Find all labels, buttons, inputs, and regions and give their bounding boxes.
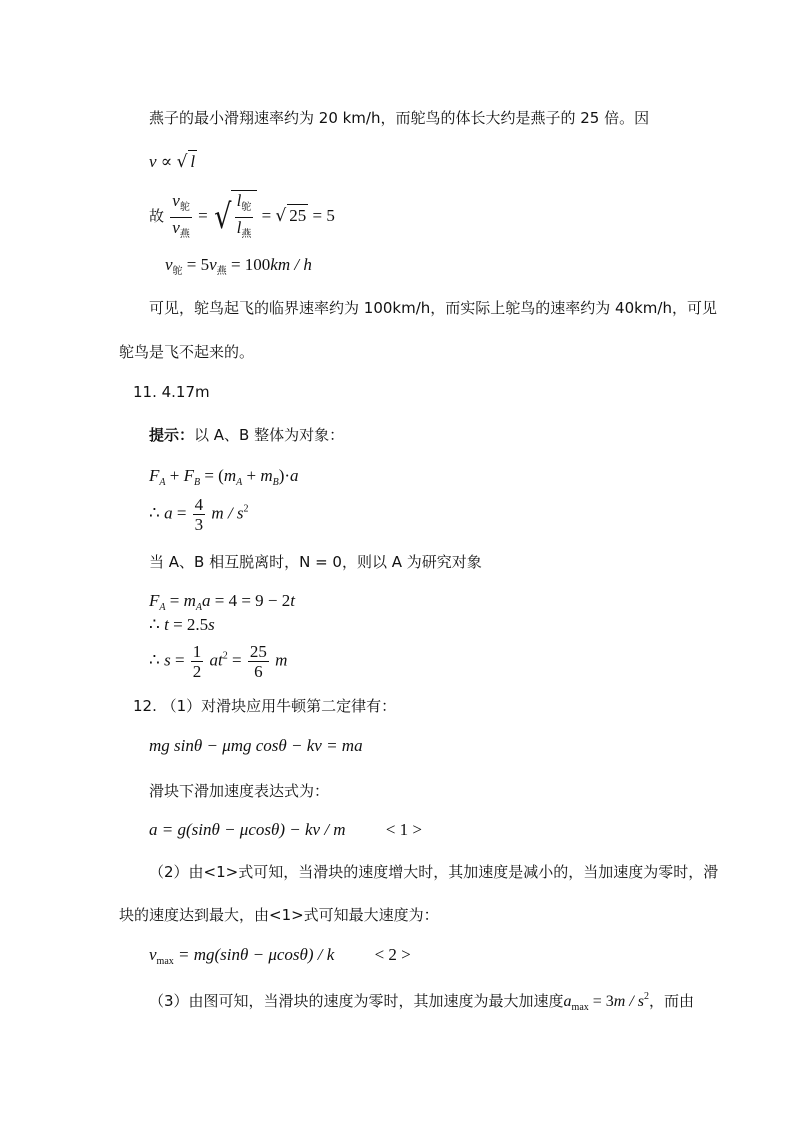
equation-accel-expression: a = g(sinθ − μcosθ) − kv / m < 1 > (149, 820, 422, 839)
question-11-answer: 11. 4.17m (133, 383, 210, 401)
equation-displacement: ∴ s = $\frac{1}{2}$ $at^2$ = $\frac{25}{6}$ m (149, 642, 288, 681)
paragraph-accel-expression: 滑块下滑加速度表达式为： (149, 782, 330, 800)
paragraph-conclusion-line2: 鸵鸟是飞不起来的。 (119, 343, 255, 361)
question-12-part1: 12. （1）对滑块应用牛顿第二定律有： (133, 697, 397, 715)
paragraph-separation: 当 A、B 相互脱离时，N = 0，则以 A 为研究对象 (149, 553, 482, 571)
paragraph-part2-line2: 块的速度达到最大，由<1>式可知最大速度为： (119, 906, 439, 924)
equation-time: ∴ t = 2.5s (149, 615, 215, 634)
equation-ostrich-speed: $v_鸵 = 5v_燕 = 100km / h$ (165, 255, 312, 277)
paragraph-conclusion-line1: 可见，鸵鸟起飞的临界速率约为 100km/h，而实际上鸵鸟的速率约为 40km/h，可见 (149, 299, 717, 317)
paragraph-part2-line1: （2）由<1>式可知，当滑块的速度增大时，其加速度是减小的，当加速度为零时，滑 (149, 863, 719, 881)
equation-tag-2: < 2 > (374, 945, 411, 964)
equation-force-a: $F_A = m_Aa = 4 = 9 - 2t$ (149, 591, 295, 613)
equation-proportional: v ∝ √ l (149, 152, 196, 172)
equation-total-force: $F_A + F_B = (m_A + m_B)\cdot a$ (149, 466, 299, 488)
equation-newton-second-law: mg sinθ − μmg cosθ − kv = ma (149, 736, 363, 755)
equation-tag-1: < 1 > (385, 820, 422, 839)
paragraph-part3: （3）由图可知，当滑块的速度为零时，其加速度为最大加速度$a_{max} = 3m / s^2$，而由 (149, 991, 695, 1013)
hint-label: 提示： (149, 426, 195, 444)
equation-ratio: 故 $\frac{v_鸵}{v_燕}$ = √ $\frac{l_鸵}{l_燕}$ = √ 25 = 5 (149, 190, 335, 244)
equation-acceleration-value: ∴ a = $\frac{4}{3}$ m / $s^2$ (149, 495, 249, 534)
paragraph-swallow-speed: 燕子的最小滑翔速率约为 20 km/h，而鸵鸟的体长大约是燕子的 25 倍。因 (149, 109, 650, 127)
hint-text: 以 A、B 整体为对象： (194, 426, 345, 444)
equation-max-speed: $v_{max} = mg(\sin\theta - \mu\cos\theta) / k < 2$ > (149, 945, 411, 967)
hint-line (149, 425, 344, 445)
